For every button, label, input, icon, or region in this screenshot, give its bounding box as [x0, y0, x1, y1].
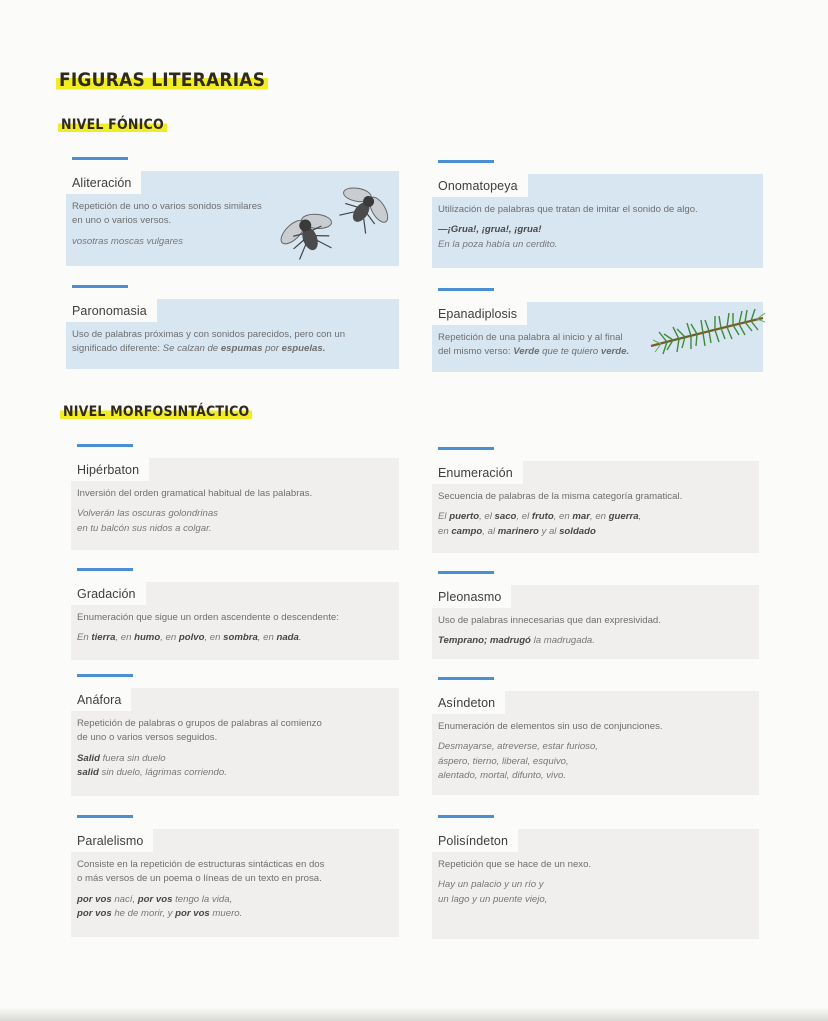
card-description: Repetición que se hace de un nexo.	[438, 859, 592, 870]
card-description: Repetición de uno o varios sonidos similares en uno o varios versos.	[72, 201, 262, 227]
example-text: , en	[160, 632, 179, 644]
example-emphasis: humo	[134, 632, 161, 644]
example-text: sin duelo, lágrimas corriendo.	[98, 767, 227, 779]
accent-bar	[77, 568, 133, 571]
example-emphasis: saco	[494, 511, 517, 523]
example-text: , en	[257, 632, 277, 644]
card-description: Uso de palabras innecesarias que dan expresividad.	[438, 615, 661, 626]
example-text: , el	[516, 511, 532, 523]
card-example: Desmayarse, atreverse, estar furioso, áspero, tierno, liberal, esquivo, alentado, mortal, difunto, vivo.	[438, 741, 598, 782]
card-example: Hay un palacio y un río y un lago y un puente viejo,	[438, 879, 548, 905]
accent-bar	[438, 677, 494, 680]
example-emphasis: por vos	[77, 908, 112, 920]
section-title-fonico: NIVEL FÓNICO	[58, 118, 167, 133]
example-text: tengo la vida,	[172, 893, 233, 905]
card-title: Paronomasia	[66, 299, 157, 322]
fly-icon	[335, 179, 393, 237]
card-title: Pleonasmo	[432, 585, 511, 608]
example-emphasis: marinero	[497, 525, 539, 537]
example-emphasis: salid	[77, 767, 99, 779]
accent-bar	[438, 447, 494, 450]
card-paronomasia	[66, 285, 399, 369]
example-text: , en	[590, 511, 609, 523]
example-text: , en	[553, 511, 573, 523]
example-text: , en	[204, 632, 224, 644]
card-example	[77, 631, 389, 645]
card-anafora	[71, 674, 399, 796]
card-title: Epanadiplosis	[432, 302, 527, 325]
card-epanadiplosis	[432, 288, 763, 372]
card-title: Paralelismo	[71, 829, 153, 852]
card-description: Enumeración que sigue un orden ascendente o descendente:	[77, 612, 339, 623]
example-text: En	[77, 632, 92, 644]
card-gradacion	[71, 568, 399, 660]
example-text: ,	[638, 511, 642, 523]
card-example	[77, 752, 389, 781]
example-emphasis: Temprano; madrugó	[438, 635, 531, 647]
card-description: Utilización de palabras que tratan de imitar el sonido de algo.	[438, 204, 698, 215]
accent-bar	[72, 285, 128, 288]
fly-icon	[277, 205, 339, 261]
example-text: en	[438, 525, 452, 537]
accent-bar	[77, 674, 133, 677]
example-emphasis: sombra	[223, 632, 258, 644]
card-pleonasmo	[432, 571, 759, 659]
example-emphasis: por vos	[137, 893, 173, 905]
section-title-morfosintactico: NIVEL MORFOSINTÁCTICO	[60, 405, 252, 420]
card-title: Onomatopeya	[432, 174, 528, 197]
card-title: Polisíndeton	[432, 829, 518, 852]
example-emphasis: campo	[451, 525, 483, 537]
example-text: he de morir, y	[111, 908, 176, 920]
card-description: Secuencia de palabras de la misma categoría gramatical.	[438, 491, 683, 502]
card-description: Uso de palabras próximas y con sonidos parecidos, pero con un significado diferente: Se calzan de espumas por espuelas.	[72, 329, 346, 355]
example-text: muero.	[209, 908, 243, 920]
card-enumeracion	[432, 447, 759, 553]
example-emphasis: Salid	[77, 752, 100, 764]
card-title: Gradación	[71, 582, 146, 605]
card-example	[438, 634, 749, 648]
example-text: la madrugada.	[530, 635, 595, 647]
example-text: , en	[115, 632, 135, 644]
page-title: FIGURAS LITERARIAS	[56, 70, 268, 91]
accent-bar	[438, 571, 494, 574]
example-emphasis: tierra	[91, 632, 116, 644]
accent-bar	[438, 288, 494, 291]
card-description: Inversión del orden gramatical habitual de las palabras.	[77, 488, 313, 499]
example-text: y al	[538, 525, 560, 537]
example-emphasis: nada	[276, 632, 299, 644]
card-hiperbaton	[71, 444, 399, 550]
card-title: Aliteración	[66, 171, 141, 194]
card-example	[438, 510, 749, 539]
pine-branch-icon	[647, 294, 767, 364]
card-paralelismo	[71, 815, 399, 937]
example-emphasis: fruto	[531, 511, 554, 523]
card-example	[77, 893, 389, 922]
card-asindeton	[432, 677, 759, 795]
page-edge	[0, 1007, 828, 1021]
accent-bar	[438, 815, 494, 818]
accent-bar	[77, 444, 133, 447]
card-description: Enumeración de elementos sin uso de conjunciones.	[438, 721, 663, 732]
example-emphasis: por vos	[77, 893, 112, 905]
card-example: —¡Grua!, ¡grua!, ¡grua! En la poza había un cerdito.	[438, 224, 558, 250]
card-description: Consiste en la repetición de estructuras sintácticas en dos o más versos de un poema o líneas de un texto en prosa.	[77, 859, 325, 885]
example-text: fuera sin duelo	[99, 752, 166, 764]
card-example: vosotras moscas vulgares	[72, 235, 183, 247]
accent-bar	[77, 815, 133, 818]
example-text: .	[298, 632, 302, 644]
example-text: nací,	[111, 893, 138, 905]
card-title: Asíndeton	[432, 691, 505, 714]
example-emphasis: mar	[572, 511, 590, 523]
card-title: Hipérbaton	[71, 458, 149, 481]
accent-bar	[72, 157, 128, 160]
example-emphasis: por vos	[175, 908, 210, 920]
card-title: Enumeración	[432, 461, 523, 484]
example-emphasis: soldado	[559, 525, 596, 537]
example-text: El	[438, 511, 450, 523]
example-emphasis: polvo	[178, 632, 205, 644]
card-description: Repetición de una palabra al inicio y al final del mismo verso: Verde que te quiero verde.	[438, 332, 630, 358]
example-emphasis: puerto	[449, 511, 480, 523]
example-emphasis: guerra	[608, 511, 639, 523]
card-aliteracion	[66, 157, 399, 266]
example-text: , el	[479, 511, 495, 523]
example-text: , al	[482, 525, 498, 537]
accent-bar	[438, 160, 494, 163]
card-title: Anáfora	[71, 688, 131, 711]
card-onomatopeya	[432, 160, 763, 268]
card-polisindeton	[432, 815, 759, 939]
card-example: Volverán las oscuras golondrinas en tu balcón sus nidos a colgar.	[77, 508, 218, 534]
card-description: Repetición de palabras o grupos de palabras al comienzo de uno o varios versos seguidos.	[77, 718, 322, 744]
